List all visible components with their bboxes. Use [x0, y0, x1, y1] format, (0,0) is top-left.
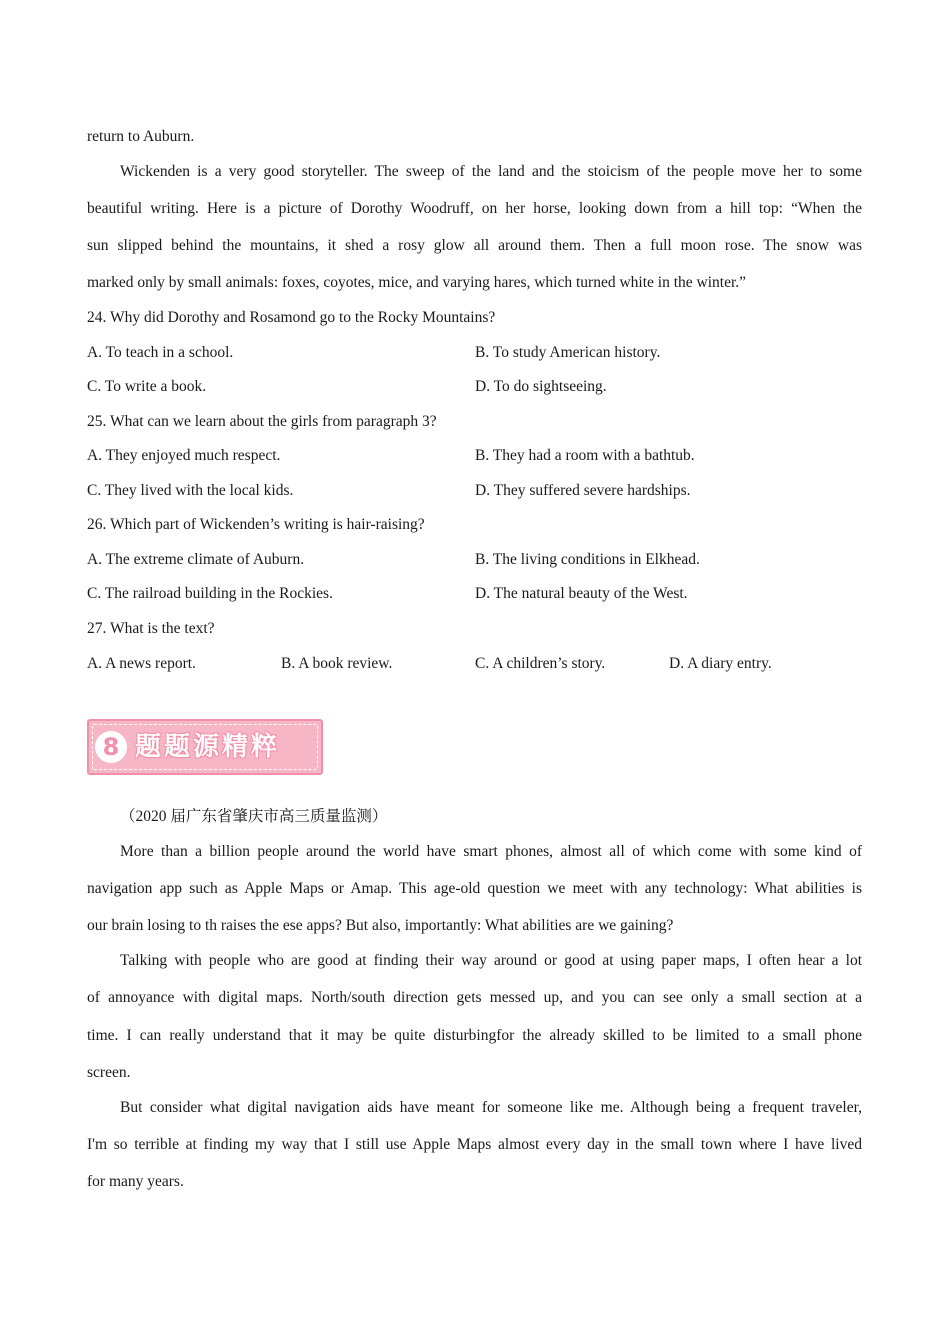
answer-option: A. A news report.	[87, 655, 196, 672]
answer-option: C. The railroad building in the Rockies.	[87, 585, 333, 602]
answer-option: B. To study American history.	[475, 344, 661, 361]
passage-line: But consider what digital navigation aids have meant for someone like me. Although being a frequent traveler,	[120, 1099, 862, 1116]
passage-line: navigation app such as Apple Maps or Amap. This age-old question we meet with any technology: What abilities is	[87, 880, 862, 897]
passage-line: More than a billion people around the world have smart phones, almost all of which come with some kind of	[120, 843, 862, 860]
number-badge-icon: 8	[95, 731, 127, 763]
answer-option: D. A diary entry.	[669, 655, 772, 672]
answer-option: C. They lived with the local kids.	[87, 482, 294, 499]
source-note: （2020 届广东省肇庆市高三质量监测）	[120, 808, 388, 825]
answer-option: B. A book review.	[281, 655, 393, 672]
passage-line: screen.	[87, 1064, 131, 1081]
answer-option: C. A children’s story.	[475, 655, 606, 672]
question-stem: 27. What is the text?	[87, 620, 215, 637]
answer-option: B. The living conditions in Elkhead.	[475, 551, 700, 568]
banner-label: 题题源精粹	[135, 732, 281, 762]
passage-line: Wickenden is a very good storyteller. The sweep of the land and the stoicism of the people move her to some	[120, 163, 862, 180]
passage-line: I'm so terrible at finding my way that I still use Apple Maps almost every day in the small town where I have lived	[87, 1136, 862, 1153]
answer-option: A. To teach in a school.	[87, 344, 234, 361]
answer-option: D. The natural beauty of the West.	[475, 585, 688, 602]
passage-line: sun slipped behind the mountains, it shed a rosy glow all around them. Then a full moon rose. The snow was	[87, 237, 862, 254]
passage-line: for many years.	[87, 1173, 184, 1190]
passage-line: of annoyance with digital maps. North/south direction gets messed up, and you can see only a small section at a	[87, 989, 862, 1006]
question-stem: 25. What can we learn about the girls from paragraph 3?	[87, 413, 437, 430]
passage-line: return to Auburn.	[87, 128, 195, 145]
answer-option: B. They had a room with a bathtub.	[475, 447, 695, 464]
answer-option: D. They suffered severe hardships.	[475, 482, 691, 499]
passage-line: beautiful writing. Here is a picture of Dorothy Woodruff, on her horse, looking down from a hill top: “When the	[87, 200, 862, 217]
answer-option: C. To write a book.	[87, 378, 207, 395]
passage-line: Talking with people who are good at finding their way around or good at using paper maps, I often hear a lot	[120, 952, 862, 969]
passage-line: time. I can really understand that it may be quite disturbingfor the already skilled to be limited to a small phone	[87, 1027, 862, 1044]
passage-line: marked only by small animals: foxes, coyotes, mice, and varying hares, which turned white in the winter.”	[87, 274, 747, 291]
answer-option: A. They enjoyed much respect.	[87, 447, 281, 464]
answer-option: D. To do sightseeing.	[475, 378, 607, 395]
section-banner	[87, 719, 323, 775]
answer-option: A. The extreme climate of Auburn.	[87, 551, 305, 568]
passage-line: our brain losing to th raises the ese apps? But also, importantly: What abilities are we gaining?	[87, 917, 674, 934]
question-stem: 26. Which part of Wickenden’s writing is hair-raising?	[87, 516, 425, 533]
question-stem: 24. Why did Dorothy and Rosamond go to the Rocky Mountains?	[87, 309, 496, 326]
